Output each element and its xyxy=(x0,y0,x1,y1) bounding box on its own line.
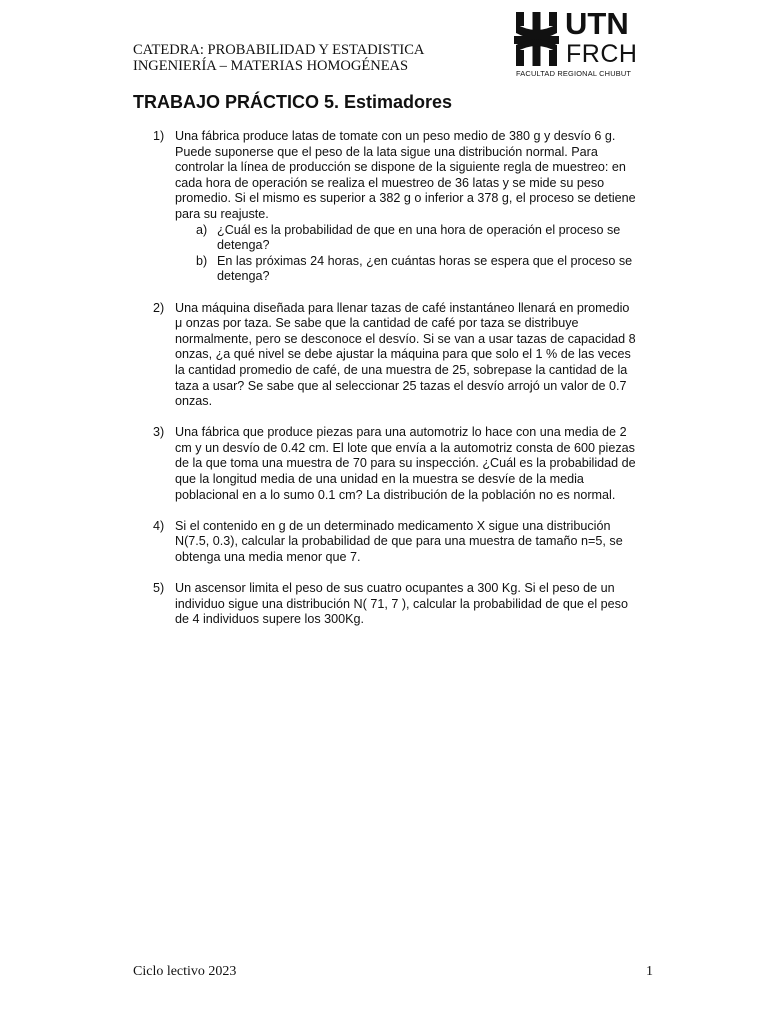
sub-item-text: En las próximas 24 horas, ¿en cuántas horas se espera que el proceso se detenga? xyxy=(217,253,633,284)
sub-item-text: ¿Cuál es la probabilidad de que en una hora de operación el proceso se detenga? xyxy=(217,222,621,253)
exercise-text: Si el contenido en g de un determinado medicamento X sigue una distribución N(7.5, 0.3), calcular la probabilidad de que para una muestra de tamaño n=5, se obtenga una media menor que 7. xyxy=(175,518,623,565)
exercise-number: 1) xyxy=(153,129,165,143)
exercise-number: 4) xyxy=(153,518,165,533)
footer-term: Ciclo lectivo 2023 xyxy=(133,964,237,979)
utn-emblem-icon xyxy=(514,12,559,66)
sub-item-b xyxy=(175,254,637,285)
sub-item-letter: b) xyxy=(196,253,208,268)
exercise-text: Una fábrica que produce piezas para una automotriz lo hace con una media de 2 cm y un desvío de 0.42 cm. El lote que envía a la automotriz consta de 600 piezas de la que toma una muestra de 70 para su inspección. ¿Cuál es la probabilidad de que la longitud media de una unidad en la muestra se desvíe de la media poblacional en a lo sumo 0.1 cm? La distribución de la población no es normal. xyxy=(175,425,636,502)
exercise-3 xyxy=(153,425,637,503)
sub-item-letter: a) xyxy=(196,222,208,237)
exercise-5 xyxy=(153,581,637,628)
exercise-list xyxy=(153,129,637,644)
exercise-2 xyxy=(153,301,637,410)
utn-logo xyxy=(514,6,638,82)
course-name: CATEDRA: PROBABILIDAD Y ESTADISTICA xyxy=(133,42,425,58)
page-title: TRABAJO PRÁCTICO 5. Estimadores xyxy=(133,92,453,112)
logo-text-utn: UTN xyxy=(565,6,629,41)
page-number: 1 xyxy=(646,964,653,979)
exercise-number: 2) xyxy=(153,300,165,315)
exercise-text: Una máquina diseñada para llenar tazas de café instantáneo llenará en promedio μ onzas por taza. Se sabe que la cantidad de café por taza se distribuye normalmente, pero se desconoce el desvío. Si se van a usar tazas de capacidad 8 onzas, ¿a qué nivel se debe ajustar la máquina para que solo el 1 % de las veces la cantidad promedio de café, de una muestra de 25, sobrepase la cantidad de la taza a usar? Se sabe que al seleccionar 25 tazas el desvío arrojó un valor de 0.7 onzas. xyxy=(175,300,636,409)
exercise-text: Una fábrica produce latas de tomate con un peso medio de 380 g y desvío 6 g. Puede suponerse que el peso de la lata sigue una distribución normal. Para controlar la línea de producción se dispone de la siguiente regla de muestreo: en cada hora de operación se realiza el muestreo de 36 latas y se mide su peso promedio. Si el mismo es superior a 382 g o inferior a 378 g, el proceso se detiene para su reajuste. xyxy=(175,129,636,221)
logo-text-frch: FRCH xyxy=(566,40,638,68)
exercise-4 xyxy=(153,519,637,566)
logo-subtitle: FACULTAD REGIONAL CHUBUT xyxy=(516,69,632,78)
sub-item-list xyxy=(175,223,637,285)
program-name: INGENIERÍA – MATERIAS HOMOGÉNEAS xyxy=(133,58,409,74)
exercise-text: Un ascensor limita el peso de sus cuatro ocupantes a 300 Kg. Si el peso de un individuo sigue una distribución N( 71, 7 ), calcular la probabilidad de que el peso de 4 individuos supere los 300Kg. xyxy=(175,581,628,627)
exercise-number: 5) xyxy=(153,581,165,596)
exercise-number: 3) xyxy=(153,425,165,440)
sub-item-a xyxy=(175,223,637,254)
course-header xyxy=(133,42,424,74)
exercise-1 xyxy=(153,129,637,285)
